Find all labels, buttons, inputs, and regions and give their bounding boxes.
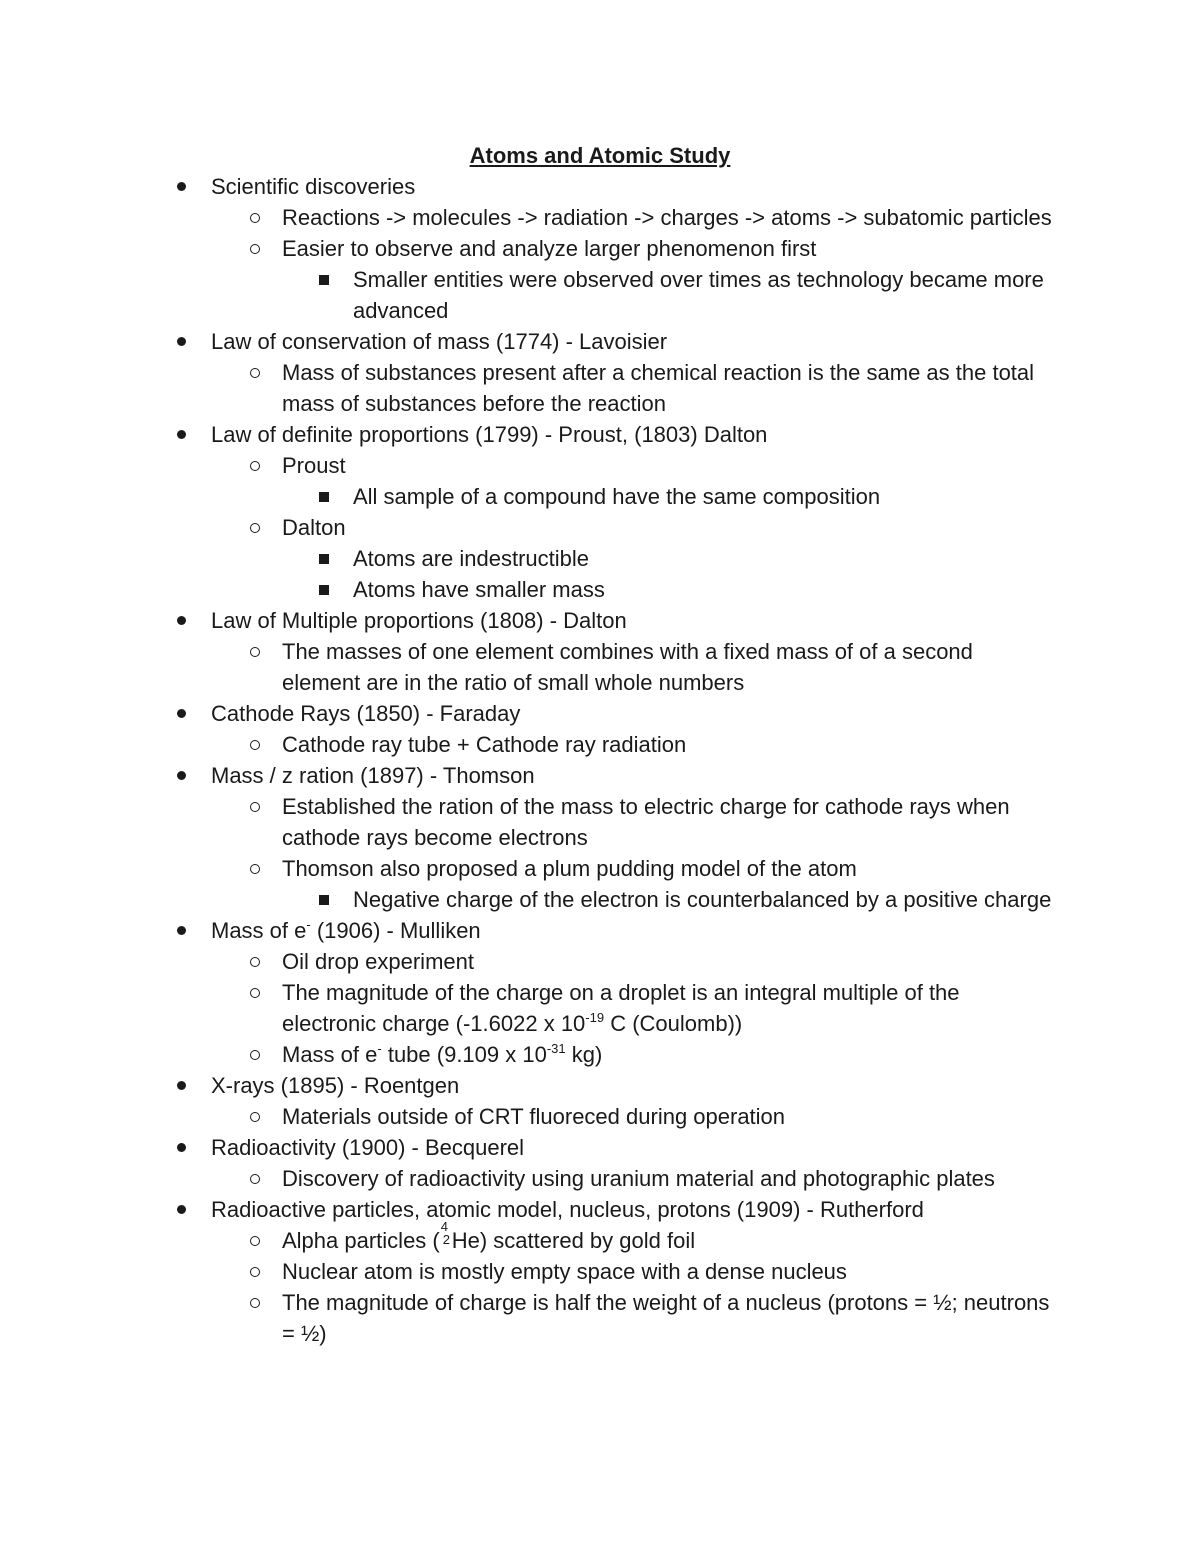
list-item: Law of Multiple proportions (1808) - Dalton — [211, 605, 1051, 636]
list-item: X-rays (1895) - Roentgen — [211, 1070, 1051, 1101]
list-item: The masses of one element combines with a fixed mass of of a second element are in the ratio of small whole numbers — [282, 636, 1052, 698]
list-item: Established the ration of the mass to electric charge for cathode rays when cathode rays become electrons — [282, 791, 1052, 853]
filled-circle-bullet-icon — [177, 171, 186, 202]
hollow-circle-bullet-icon — [250, 357, 260, 388]
list-item: The magnitude of charge is half the weight of a nucleus (protons = ½; neutrons = ½) — [282, 1287, 1052, 1349]
hollow-circle-bullet-icon — [250, 1287, 260, 1318]
hollow-circle-bullet-icon — [250, 729, 260, 760]
list-item: Cathode Rays (1850) - Faraday — [211, 698, 1051, 729]
list-item: Mass / z ration (1897) - Thomson — [211, 760, 1051, 791]
list-item: Mass of e- tube (9.109 x $10^{-31}$ kg) — [282, 1039, 1052, 1070]
filled-circle-bullet-icon — [177, 1070, 186, 1101]
list-item: Scientific discoveries — [211, 171, 1051, 202]
filled-circle-bullet-icon — [177, 605, 186, 636]
list-item: Materials outside of CRT fluoreced during operation — [282, 1101, 1052, 1132]
filled-circle-bullet-icon — [177, 1132, 186, 1163]
hollow-circle-bullet-icon — [250, 1101, 260, 1132]
hollow-circle-bullet-icon — [250, 853, 260, 884]
hollow-circle-bullet-icon — [250, 636, 260, 667]
hollow-circle-bullet-icon — [250, 1163, 260, 1194]
hollow-circle-bullet-icon — [250, 512, 260, 543]
hollow-circle-bullet-icon — [250, 202, 260, 233]
filled-circle-bullet-icon — [177, 760, 186, 791]
list-item: Mass of e- (1906) - Mulliken — [211, 915, 1051, 946]
list-item: Alpha particles ( 4 2 He) scattered by gold foil — [282, 1225, 1052, 1256]
list-item: Law of definite proportions (1799) - Proust, (1803) Dalton — [211, 419, 1051, 450]
isotope-notation: 4 2 — [440, 1219, 450, 1247]
filled-circle-bullet-icon — [177, 1194, 186, 1225]
list-item: Smaller entities were observed over times as technology became more advanced — [353, 264, 1053, 326]
list-item: Oil drop experiment — [282, 946, 1052, 977]
list-item: Thomson also proposed a plum pudding model of the atom — [282, 853, 1052, 884]
list-item: Atoms have smaller mass — [353, 574, 1053, 605]
square-bullet-icon — [319, 884, 329, 915]
list-item: Nuclear atom is mostly empty space with a dense nucleus — [282, 1256, 1052, 1287]
filled-circle-bullet-icon — [177, 419, 186, 450]
square-bullet-icon — [319, 264, 329, 295]
square-bullet-icon — [319, 481, 329, 512]
hollow-circle-bullet-icon — [250, 791, 260, 822]
list-item: Mass of substances present after a chemical reaction is the same as the total mass of substances before the reaction — [282, 357, 1052, 419]
filled-circle-bullet-icon — [177, 698, 186, 729]
filled-circle-bullet-icon — [177, 915, 186, 946]
list-item: Reactions -> molecules -> radiation -> charges -> atoms -> subatomic particles — [282, 202, 1052, 233]
hollow-circle-bullet-icon — [250, 1256, 260, 1287]
list-item: Atoms are indestructible — [353, 543, 1053, 574]
list-item: The magnitude of the charge on a droplet is an integral multiple of the electronic charge (-1.6022 x $10^{-19}$ C (Coulomb)) — [282, 977, 1052, 1039]
list-item: Negative charge of the electron is counterbalanced by a positive charge — [353, 884, 1053, 915]
hollow-circle-bullet-icon — [250, 977, 260, 1008]
hollow-circle-bullet-icon — [250, 946, 260, 977]
filled-circle-bullet-icon — [177, 326, 186, 357]
outline-list — [0, 171, 1200, 1349]
list-item: Cathode ray tube + Cathode ray radiation — [282, 729, 1052, 760]
list-item: Discovery of radioactivity using uranium material and photographic plates — [282, 1163, 1052, 1194]
square-bullet-icon — [319, 543, 329, 574]
list-item: Dalton — [282, 512, 1052, 543]
hollow-circle-bullet-icon — [250, 1225, 260, 1256]
hollow-circle-bullet-icon — [250, 450, 260, 481]
hollow-circle-bullet-icon — [250, 1039, 260, 1070]
list-item: Radioactivity (1900) - Becquerel — [211, 1132, 1051, 1163]
hollow-circle-bullet-icon — [250, 233, 260, 264]
list-item: Radioactive particles, atomic model, nucleus, protons (1909) - Rutherford — [211, 1194, 1051, 1225]
list-item: Law of conservation of mass (1774) - Lavoisier — [211, 326, 1051, 357]
list-item: All sample of a compound have the same composition — [353, 481, 1053, 512]
square-bullet-icon — [319, 574, 329, 605]
list-item: Easier to observe and analyze larger phenomenon first — [282, 233, 1052, 264]
list-item: Proust — [282, 450, 1052, 481]
document-title: Atoms and Atomic Study — [469, 143, 731, 168]
